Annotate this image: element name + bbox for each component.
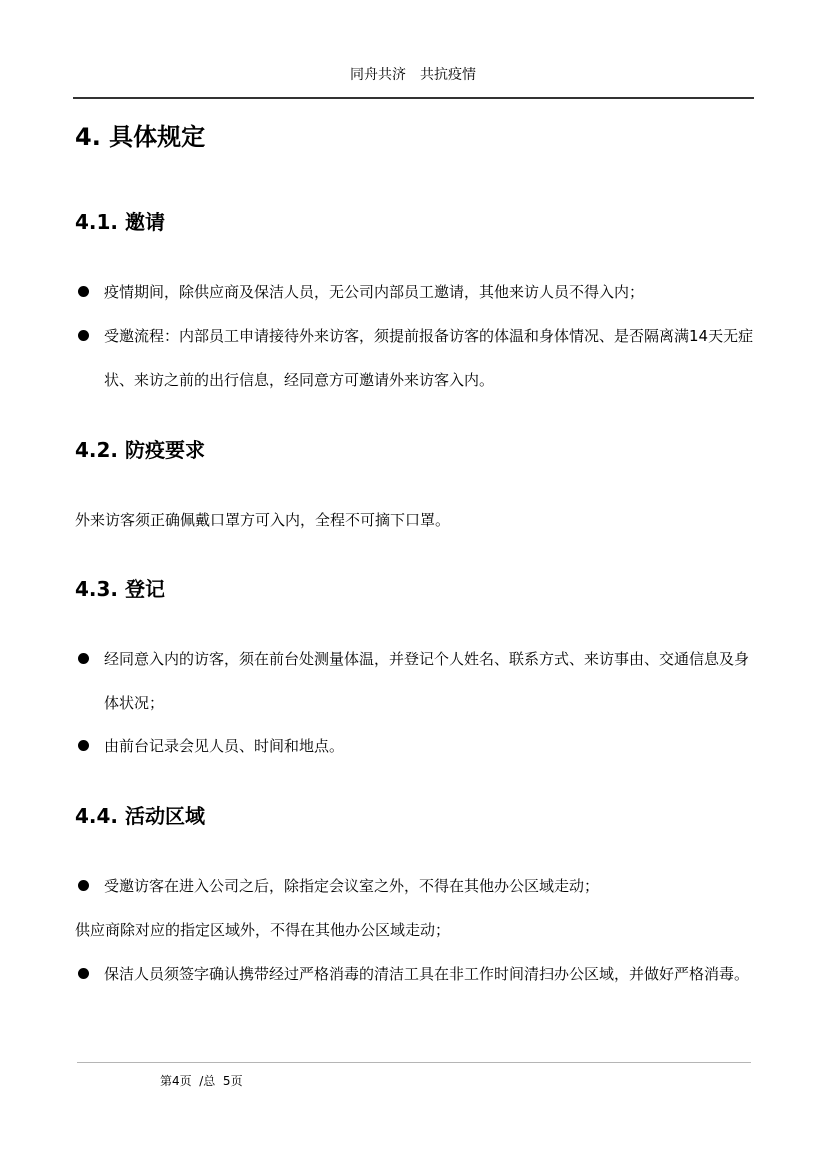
paragraph: 外来访客须正确佩戴口罩方可入内，全程不可摘下口罩。 — [75, 511, 451, 529]
list-item-text: 保洁人员须签字确认携带经过严格消毒的清洁工具在非工作时间清扫办公区域，并做好严格消毒。 — [104, 965, 750, 983]
subsection-title-prevention: 4.2. 防疫要求 — [75, 438, 205, 462]
list-item-text: 受邀流程：内部员工申请接待外来访客，须提前报备访客的体温和身体情况、是否隔离满14天无症状、来访之前的出行信息，经同意方可邀请外来访客入内。 — [104, 327, 754, 389]
bullet-icon — [78, 330, 89, 341]
subsection-title-registration: 4.3. 登记 — [75, 577, 165, 601]
footer-divider — [77, 1062, 751, 1063]
header-divider — [73, 97, 754, 99]
page-header-title: 同舟共济 共抗疫情 — [350, 67, 476, 83]
list-item — [75, 270, 755, 314]
subsection-title-invitation: 4.1. 邀请 — [75, 210, 165, 234]
list-item-text: 经同意入内的访客，须在前台处测量体温，并登记个人姓名、联系方式、来访事由、交通信息及身体状况； — [104, 650, 750, 712]
list-item — [75, 637, 755, 725]
list-item — [75, 724, 755, 768]
page-number: 第4页 /总 5页 — [160, 1074, 243, 1088]
bullet-icon — [78, 286, 89, 297]
list-item — [75, 952, 755, 996]
list-item — [75, 314, 755, 402]
paragraph: 供应商除对应的指定区域外，不得在其他办公区域走动； — [75, 921, 451, 939]
bullet-icon — [78, 653, 89, 664]
list-item — [75, 864, 755, 908]
list-item-text: 由前台记录会见人员、时间和地点。 — [104, 737, 345, 755]
section-title: 4. 具体规定 — [75, 123, 206, 151]
bullet-icon — [78, 880, 89, 891]
bullet-icon — [78, 968, 89, 979]
list-item-text: 疫情期间，除供应商及保洁人员，无公司内部员工邀请，其他来访人员不得入内； — [104, 283, 645, 301]
bullet-icon — [78, 740, 89, 751]
list-item-text: 受邀访客在进入公司之后，除指定会议室之外，不得在其他办公区域走动； — [104, 877, 600, 895]
subsection-title-activity-area: 4.4. 活动区域 — [75, 804, 205, 828]
